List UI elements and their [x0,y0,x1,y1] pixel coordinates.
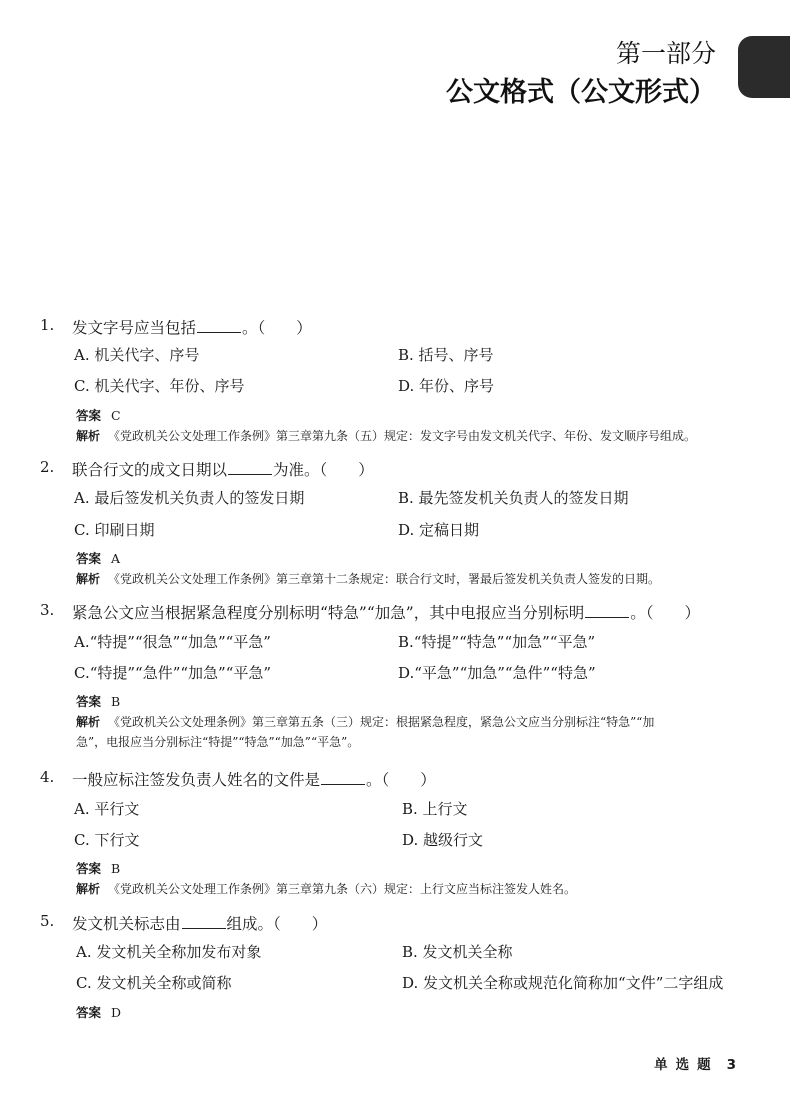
option-a: A. 机关代字、序号 [74,346,200,364]
option-b: B. 发文机关全称 [402,943,513,961]
page-footer [654,1053,736,1073]
question-number: 4. [40,768,55,786]
option-d: D.“平急”“加急”“急件”“特急” [398,664,596,682]
question-stem: 发文字号应当包括 。（ ） [72,319,312,337]
answer-line: 答案 C [76,408,121,423]
option-c: C.“特提”“急件”“加急”“平急” [74,664,272,682]
option-b: B. 括号、序号 [398,346,494,364]
explanation: 解析 《党政机关公文处理工作条例》第三章第十二条规定：联合行文时，署最后签发机关负责人签发的日期。 [76,572,661,586]
option-b: B. 最先签发机关负责人的签发日期 [398,489,629,507]
option-a: A. 平行文 [74,800,140,818]
option-b: B. 上行文 [402,800,468,818]
answer-blank [228,460,272,475]
question-number: 3. [40,601,55,619]
answer-blank [182,914,226,929]
question-stem: 发文机关标志由 组成。（ ） [72,915,328,933]
option-c: C. 机关代字、年份、序号 [74,377,245,395]
question-number: 1. [40,316,55,334]
option-d: D. 定稿日期 [398,521,480,539]
option-c: C. 下行文 [74,831,140,849]
answer-line: 答案 D [76,1005,122,1020]
option-d: D. 年份、序号 [398,377,495,395]
question-stem: 联合行文的成文日期以 为准。（ ） [72,461,374,479]
answer-blank [197,318,241,333]
answer-line: 答案 A [76,551,121,566]
section-title: 公文格式（公文形式） [446,77,716,108]
option-a: A.“特提”“很急”“加急”“平急” [74,633,271,651]
answer-line: 答案 B [76,694,121,709]
explanation: 解析 《党政机关公文处理工作条例》第三章第九条（六）规定：上行文应当标注签发人姓名。 [76,882,577,896]
page-number: 3 [726,1057,736,1073]
answer-blank [585,603,629,618]
option-b: B.“特提”“特急”“加急”“平急” [398,633,596,651]
option-d: D. 越级行文 [402,831,484,849]
option-c: C. 印刷日期 [74,521,155,539]
option-d: D. 发文机关全称或规范化简称加“文件”二字组成 [402,974,724,992]
question-number: 5. [40,912,55,930]
option-a: A. 发文机关全称加发布对象 [76,943,262,961]
question-stem: 一般应标注签发负责人姓名的文件是 。（ ） [72,771,436,789]
explanation: 解析 《党政机关公文处理工作条例》第三章第九条（五）规定：发文字号由发文机关代字、年份、发文顺序号组成。 [76,429,697,443]
footer-section: 单选题 [654,1057,719,1073]
option-c: C. 发文机关全称或简称 [76,974,232,992]
question-stem: 紧急公文应当根据紧急程度分别标明“特急”“加急”，其中电报应当分别标明 。（ ） [72,604,700,622]
question-number: 2. [40,458,55,476]
explanation: 解析 《党政机关公文处理条例》第三章第五条（三）规定：根据紧急程度，紧急公文应当分别标注“特急”“加 急”，电报应当分别标注“特提”“特急”“加急”“平急”。 [76,715,655,749]
answer-blank [321,770,365,785]
option-a: A. 最后签发机关负责人的签发日期 [74,489,305,507]
section-tab-marker [738,36,790,98]
answer-line: 答案 B [76,861,121,876]
part-label: 第一部分 [615,39,716,68]
